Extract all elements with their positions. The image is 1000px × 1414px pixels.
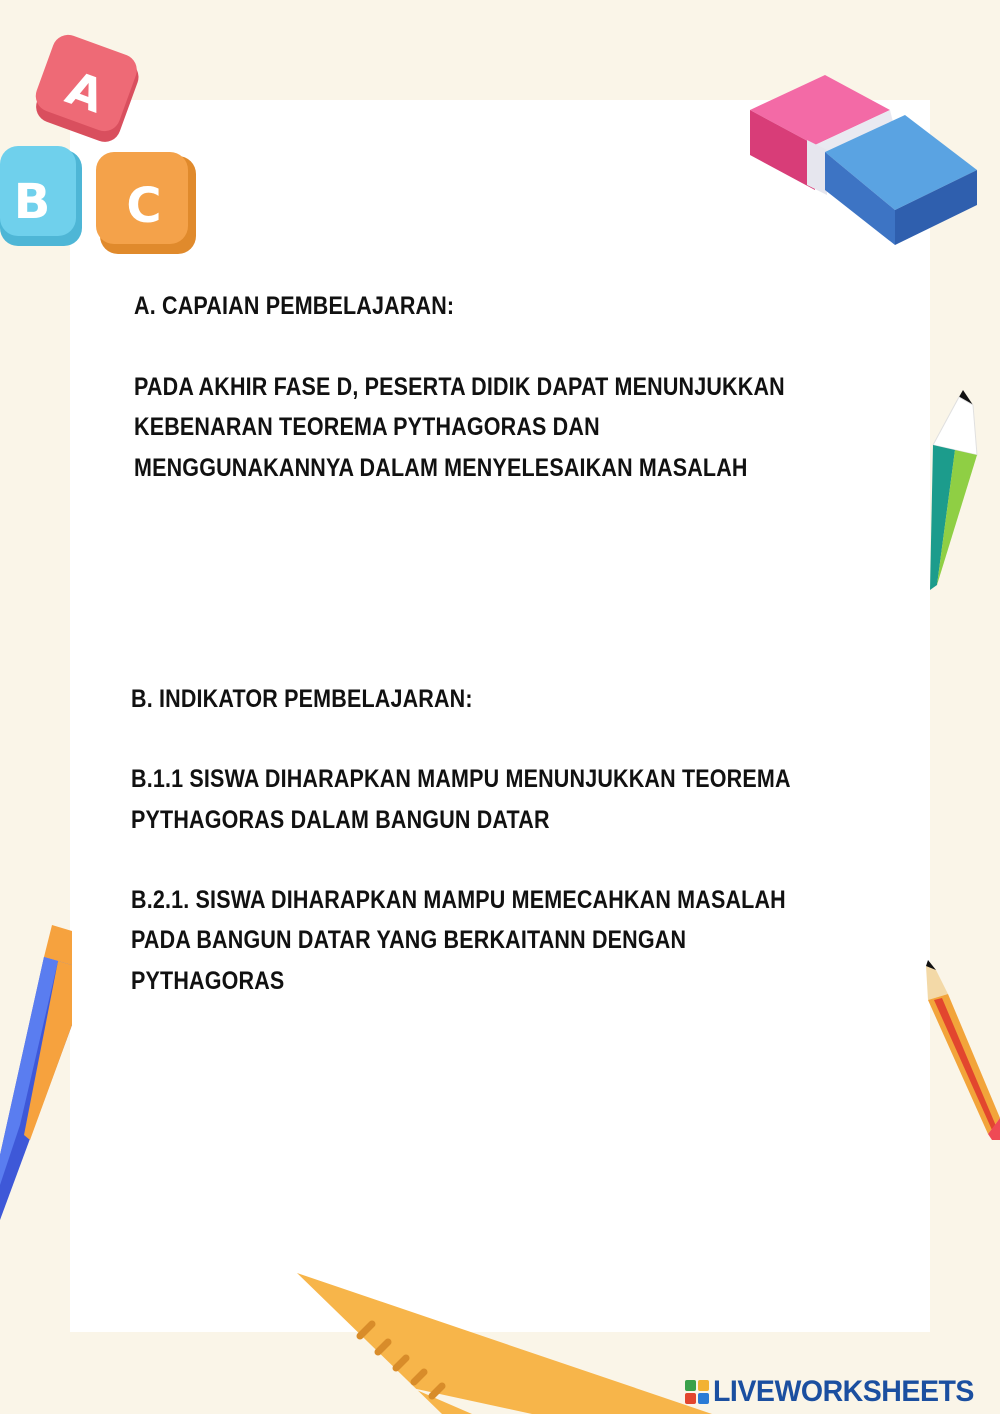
eraser-icon — [745, 70, 985, 255]
indicator-item-2-line: B.2.1. SISWA DIHARAPKAN MAMPU MEMECAHKAN MASALAH — [131, 886, 786, 914]
indicator-item-1-line: B.1.1 SISWA DIHARAPKAN MAMPU MENUNJUKKAN TEOREMA — [131, 765, 791, 793]
triangle-ruler-icon — [292, 1268, 712, 1414]
indicator-item-1-line: PYTHAGORAS DALAM BANGUN DATAR — [131, 806, 550, 834]
indicator-item-2-line: PYTHAGORAS — [131, 967, 285, 995]
liveworksheets-logo-icon — [685, 1380, 709, 1404]
indicator-item-2-line: PADA BANGUN DATAR YANG BERKAITANN DENGAN — [131, 926, 687, 954]
pencil-icon — [925, 385, 985, 595]
abc-blocks-icon — [0, 28, 200, 258]
section-a-line: PADA AKHIR FASE D, PESERTA DIDIK DAPAT MENUNJUKKAN — [134, 373, 785, 401]
section-a-line: MENGGUNAKANNYA DALAM MENYELESAIKAN MASALAH — [134, 454, 748, 482]
block-b-letter: B — [13, 174, 51, 230]
section-b-heading: B. INDIKATOR PEMBELAJARAN: — [131, 685, 473, 713]
block-c-letter: C — [126, 178, 162, 234]
section-a-heading: A. CAPAIAN PEMBELAJARAN: — [134, 292, 455, 320]
section-a-line: KEBENARAN TEOREMA PYTHAGORAS DAN — [134, 413, 600, 441]
pencil-icon — [922, 958, 1000, 1143]
block-a-letter: A — [59, 60, 112, 124]
liveworksheets-watermark[interactable] — [685, 1376, 988, 1408]
watermark-text: LIVEWORKSHEETS — [713, 1375, 975, 1408]
pencil-icon — [0, 925, 75, 1225]
